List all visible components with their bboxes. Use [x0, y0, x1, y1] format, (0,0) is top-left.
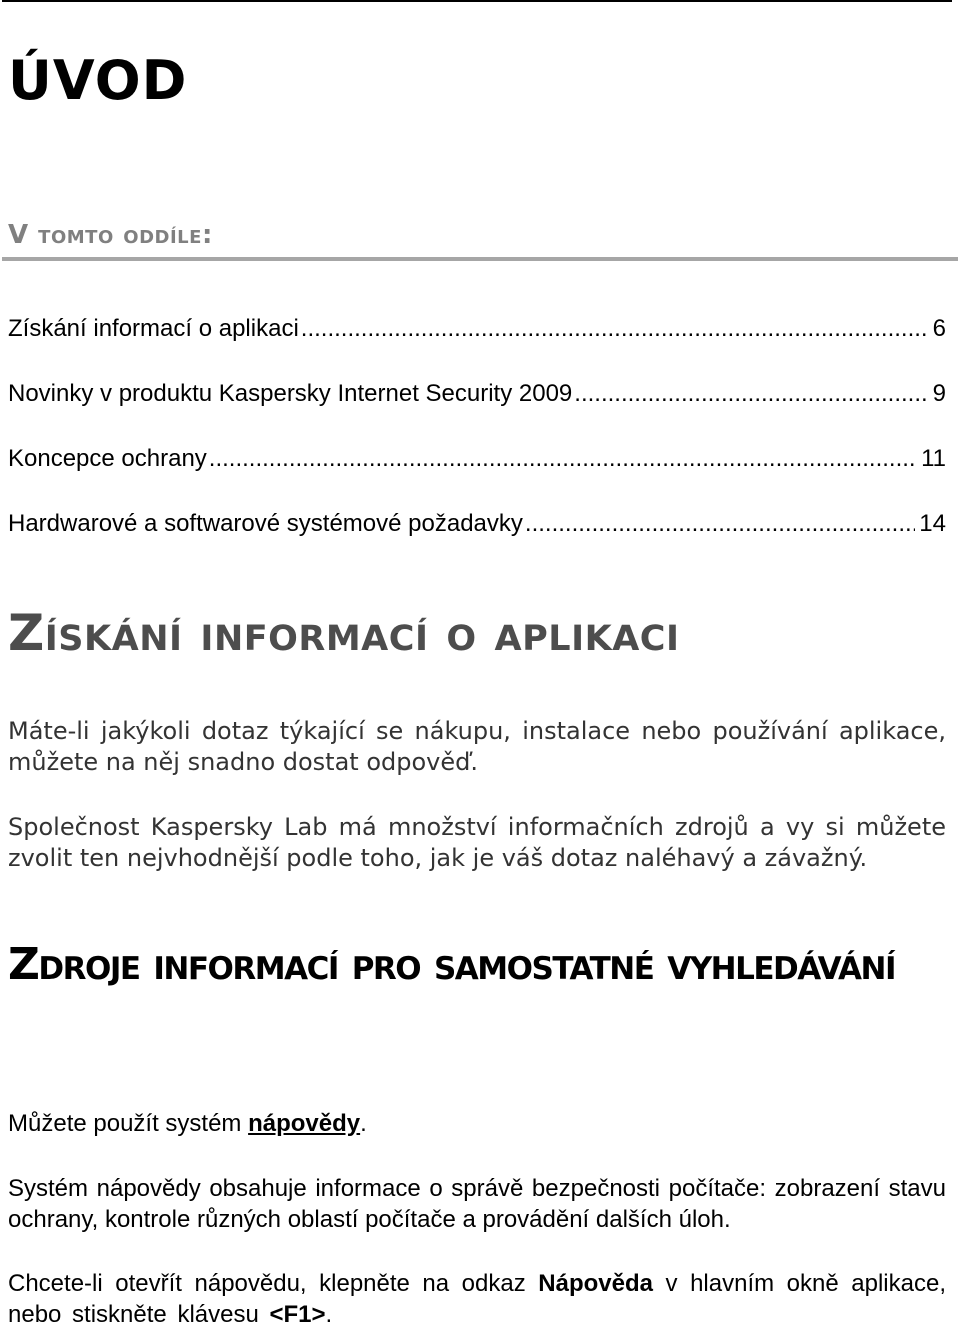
toc-entry-concept[interactable]: [8, 442, 946, 507]
help-usage-text: Můžete použít systém: [8, 1110, 249, 1137]
page-title: ÚVOD: [8, 49, 188, 112]
table-of-contents: [8, 312, 946, 572]
toc-entry-requirements[interactable]: [8, 507, 946, 572]
toc-dot-leader: [525, 507, 915, 541]
open-help-paragraph: [8, 1268, 946, 1330]
open-help-suffix: .: [325, 1301, 333, 1328]
section-heading-sources: Zdroje informací pro samostatné vyhledávání: [8, 939, 896, 990]
toc-entry-news[interactable]: [8, 377, 946, 442]
toc-entry-info[interactable]: [8, 312, 946, 377]
open-help-text: Chcete-li otevřít nápovědu, klepněte na odkaz: [8, 1270, 539, 1297]
toc-entry-page: 9: [932, 380, 946, 407]
toc-dot-leader: [301, 312, 929, 346]
toc-entry-page: 14: [919, 510, 946, 537]
help-button-name: Nápověda: [538, 1270, 653, 1297]
in-this-section-heading: V tomto oddíle:: [8, 220, 213, 250]
toc-entry-page: 11: [921, 445, 946, 472]
section-heading-info: Získání informací o aplikaci: [8, 604, 680, 662]
help-link[interactable]: nápovědy: [248, 1110, 361, 1137]
f1-key: <F1>: [269, 1301, 326, 1328]
toc-dot-leader: [209, 442, 917, 476]
help-usage-suffix: .: [360, 1110, 367, 1137]
toc-dot-leader: [574, 377, 928, 411]
toc-entry-label: Novinky v produktu Kaspersky Internet Security 2009: [8, 380, 573, 407]
section-divider: [2, 257, 958, 261]
help-usage-paragraph: [8, 1108, 946, 1139]
top-rule: [2, 0, 952, 2]
toc-entry-label: Koncepce ochrany: [8, 445, 207, 472]
toc-entry-page: 6: [932, 315, 946, 342]
toc-entry-label: Hardwarové a softwarové systémové požadavky: [8, 510, 523, 537]
info-paragraph-1: Máte-li jakýkoli dotaz týkající se nákupu, instalace nebo používání aplikace, můžete na něj snadno dostat odpověď.: [8, 717, 946, 776]
help-system-paragraph: Systém nápovědy obsahuje informace o správě bezpečnosti počítače: zobrazení stavu ochrany, kontrole různých oblastí počítače a provádění dalších úloh.: [8, 1175, 946, 1233]
toc-entry-label: Získání informací o aplikaci: [8, 315, 299, 342]
info-paragraph-2: Společnost Kaspersky Lab má množství informačních zdrojů a vy si můžete zvolit ten nejvhodnější podle toho, jak je váš dotaz naléhavý a závažný.: [8, 813, 946, 872]
open-help-middle: v hlavním okně aplikace, nebo stiskněte klávesu: [8, 1270, 946, 1328]
